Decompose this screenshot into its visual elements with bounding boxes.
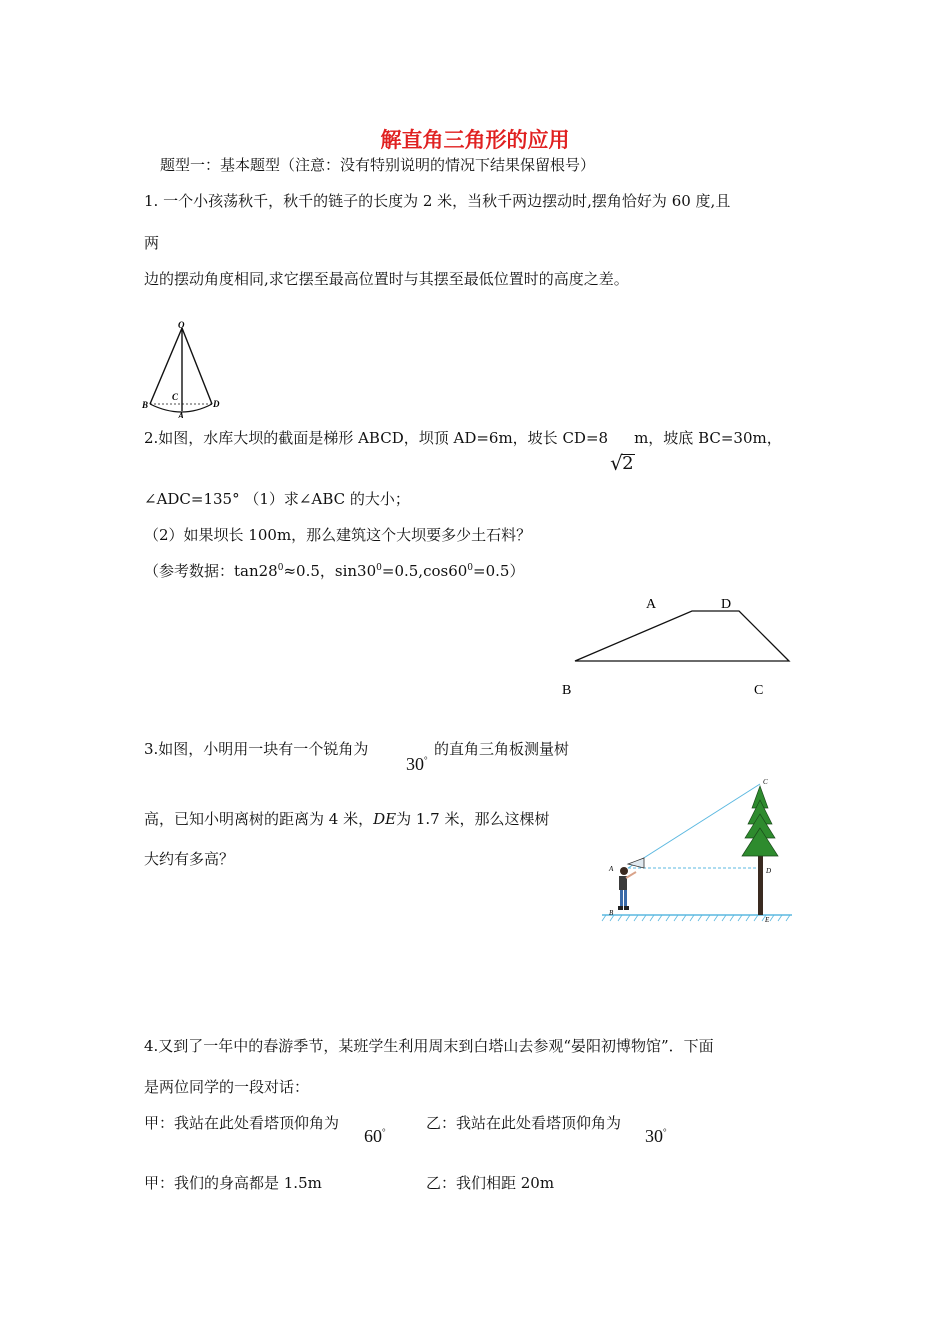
q4-jia-line1: 甲：我站在此处看塔顶仰角为	[144, 1114, 340, 1132]
swing-label-a: A	[178, 411, 185, 418]
radical-sign-icon: √	[610, 451, 623, 475]
q4-yi-angle-deg: °	[663, 1127, 667, 1137]
q4-yi-line1: 乙：我站在此处看塔顶仰角为	[426, 1114, 622, 1132]
q3-text-line2	[144, 808, 549, 829]
q2-sup-2: 0	[376, 563, 382, 573]
q2-text-line3: （2）如果坝长 100m，那么建筑这个大坝要多少土石料？	[144, 526, 532, 544]
swing-label-o: O	[178, 320, 185, 330]
q3-angle-value: 30	[406, 754, 424, 774]
page-title: 解直角三角形的应用	[380, 127, 570, 152]
tree-label-e: E	[765, 916, 770, 924]
ground-hatch	[602, 915, 790, 921]
q4-jia-line2: 甲：我们的身高都是 1.5m	[144, 1174, 322, 1192]
q3-text-line2-end: 为 1.7 米，那么这棵树	[396, 810, 550, 828]
tree-label-b: B	[609, 909, 614, 917]
dam-label-b: B	[562, 683, 572, 698]
q2-sup-3: 0	[467, 563, 474, 573]
tree-label-a: A	[609, 865, 614, 873]
q4-yi-angle	[645, 1126, 667, 1147]
dam-label-c: C	[754, 683, 764, 698]
q4-yi-angle-value: 30	[645, 1126, 663, 1146]
swing-label-b: B	[142, 400, 149, 410]
q2-text-line1-end: m，坡底 BC=30m，	[634, 429, 782, 447]
q1-text-line2: 两	[144, 234, 160, 252]
tree-label-c: C	[763, 778, 768, 786]
q2-text-line1	[144, 427, 782, 475]
q3-text-line1-start: 3.如图，小明用一块有一个锐角为	[144, 740, 369, 758]
q2-ref-cos: =0.5,cos60	[381, 562, 468, 580]
section-heading: 题型一：基本题型（注意：没有特别说明的情况下结果保留根号）	[160, 156, 596, 174]
sqrt-radicand: 2	[622, 453, 634, 474]
q3-text-line3: 大约有多高？	[144, 850, 235, 868]
q4-jia-angle	[364, 1126, 386, 1147]
q4-text-line1: 4.又到了一年中的春游季节，某班学生利用周末到白塔山去参观“晏阳初博物馆”．下面	[144, 1037, 714, 1055]
swing-label-d: D	[213, 399, 220, 409]
q3-text-line1-end: 的直角三角板测量树	[434, 740, 570, 758]
q3-text-line2-start: 高，已知小明离树的距离为 4 米，	[144, 810, 374, 828]
q2-text-line1-start: 2.如图，水库大坝的截面是梯形 ABCD，坝顶 AD=6m，坡长 CD=8	[144, 429, 609, 447]
q2-text-line2: ∠ADC=135° （1）求∠ABC 的大小；	[144, 490, 410, 508]
q3-de-label: DE	[373, 810, 397, 828]
swing-label-c: C	[172, 392, 179, 402]
q1-text-line1: 1. 一个小孩荡秋千，秋千的链子的长度为 2 米，当秋千两边摆动时,摆角恰好为 60 度,且	[144, 192, 731, 210]
dam-label-a: A	[646, 597, 657, 612]
q3-angle-deg: °	[424, 755, 428, 765]
q2-ref-end: =0.5）	[473, 562, 525, 580]
tree-figure	[600, 772, 795, 927]
q2-text-line4	[144, 560, 524, 581]
swing-figure	[140, 318, 230, 418]
q4-jia-angle-deg: °	[382, 1127, 386, 1137]
q1-text-line3: 边的摆动角度相同,求它摆至最高位置时与其摆至最低位置时的高度之差。	[144, 270, 629, 288]
q4-yi-line2: 乙：我们相距 20m	[426, 1174, 555, 1192]
tree-label-d: D	[766, 867, 772, 875]
dam-figure	[555, 590, 815, 705]
q3-angle	[406, 754, 428, 775]
dam-label-d: D	[721, 597, 732, 612]
q4-text-line2: 是两位同学的一段对话：	[144, 1078, 310, 1096]
q2-ref-tan: （参考数据：tan28	[144, 562, 278, 580]
q2-sup-1: 0	[277, 563, 284, 573]
q2-ref-sin: ≈0.5，sin30	[283, 562, 377, 580]
q4-jia-angle-value: 60	[364, 1126, 382, 1146]
boy-head	[620, 867, 628, 875]
